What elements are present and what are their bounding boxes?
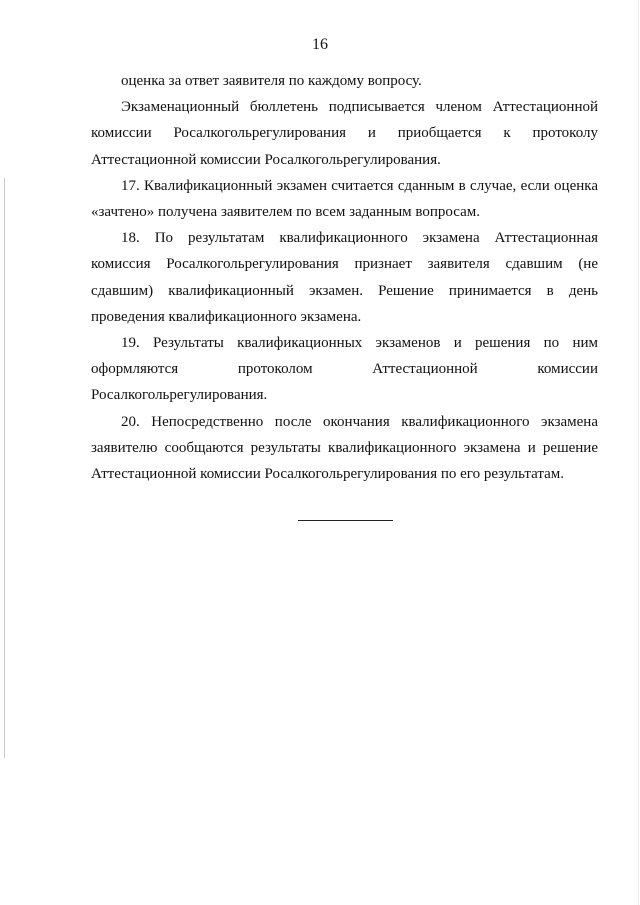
paragraph-20: 20. Непосредственно после окончания квалификационного экзамена заявителю сообщаются результаты квалификационного экзамена и решение Аттестационной комиссии Росалкогольрегулирования по его результатам. <box>91 413 598 483</box>
scan-edge-left <box>4 178 5 758</box>
end-separator-line <box>298 520 393 521</box>
paragraph-17: 17. Квалификационный экзамен считается сданным в случае, если оценка «зачтено» получена заявителем по всем заданным вопросам. <box>91 177 598 221</box>
paragraph-18: 18. По результатам квалификационного экзамена Аттестационная комиссия Росалкогольрегулирования признает заявителя сдавшим (не сдавшим) квалификационный экзамен. Решение принимается в день проведения квалификационного экзамена. <box>91 230 598 325</box>
paragraph-bulletin: Экзаменационный бюллетень подписывается членом Аттестационной комиссии Росалкогольрегулирования и приобщается к протоколу Аттестационной комиссии Росалкогольрегулирования. <box>91 99 598 168</box>
scan-edge-right <box>638 0 639 905</box>
document-body <box>91 68 598 487</box>
paragraph-continuation: оценка за ответ заявителя по каждому вопросу. <box>121 73 422 89</box>
page-number: 16 <box>312 36 328 53</box>
paragraph-19: 19. Результаты квалификационных экзаменов и решения по ним оформляются протоколом Аттестационной комиссии Росалкогольрегулирования. <box>91 335 598 404</box>
